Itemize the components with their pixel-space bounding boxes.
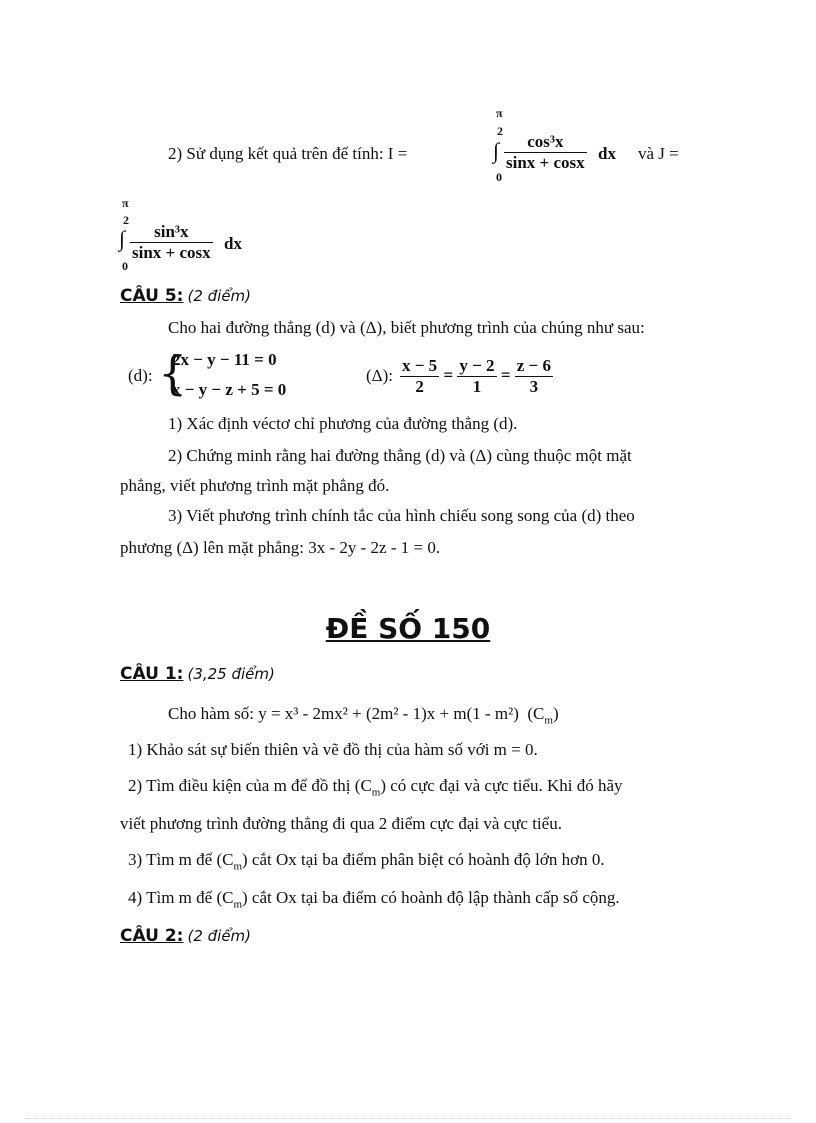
lower-limit-0: 0 — [496, 170, 502, 184]
cau1-q2-line2: viết phương trình đường thẳng đi qua 2 điểm cực đại và cực tiểu. — [120, 814, 562, 833]
cau1-heading: CÂU 1: — [120, 664, 184, 684]
function-tag-close: ) — [552, 704, 559, 723]
cau1-q3 — [128, 850, 605, 876]
integral-sign-icon: ∫ — [493, 138, 500, 163]
lower-limit-0-J: 0 — [122, 259, 128, 273]
exam-title: ĐỀ SỐ 150 — [325, 612, 491, 645]
q4-pre: 4) Tìm m để (C — [128, 888, 234, 907]
q3-sub: m — [233, 860, 243, 873]
cau2-header — [120, 926, 251, 946]
upper-limit-2: 2 — [497, 124, 503, 138]
frac3-den: 3 — [529, 377, 539, 396]
denominator-I: sinx + cosx — [506, 153, 585, 172]
d-label: (d): — [128, 366, 153, 385]
cau5-q3-line1: 3) Viết phương trình chính tắc của hình chiếu song song của (d) theo — [168, 506, 635, 525]
upper-limit-pi: π — [496, 106, 503, 120]
cau5-heading: CÂU 5: — [120, 286, 184, 306]
and-J-text: và J = — [638, 144, 679, 163]
function-tag-sub: m — [544, 714, 553, 727]
cau2-heading: CÂU 2: — [120, 926, 184, 946]
cau5-intro: Cho hai đường thẳng (d) và (Δ), biết phương trình của chúng như sau: — [168, 318, 645, 337]
question-2-text: 2) Sử dụng kết quả trên để tính: I = — [168, 144, 408, 163]
q2-sub: m — [371, 786, 381, 799]
function-text: Cho hàm số: y = x³ - 2mx² + (2m² - 1)x + m(1 - m²) — [168, 704, 519, 723]
q3-post: ) cắt Ox tại ba điểm phân biệt có hoành độ lớn hơn 0. — [242, 850, 605, 869]
page-footer-divider — [24, 1118, 792, 1119]
numerator-J: sin³x — [130, 222, 213, 243]
q4-post: ) cắt Ox tại ba điểm có hoành độ lập thành cấp số cộng. — [242, 888, 620, 907]
cau5-header — [120, 286, 251, 306]
equals-1: = — [443, 365, 454, 385]
frac3-num: z − 6 — [516, 356, 551, 375]
frac1-den: 2 — [415, 377, 424, 396]
integral-sign-J-icon: ∫ — [119, 226, 126, 251]
q2-post: ) có cực đại và cực tiểu. Khi đó hãy — [380, 776, 623, 795]
cau1-points: (3,25 điểm) — [187, 665, 275, 683]
frac1-num: x − 5 — [402, 356, 438, 375]
cau5-q3-line2: phương (Δ) lên mặt phẳng: 3x - 2y - 2z - 1 = 0. — [120, 538, 441, 557]
upper-limit-2-J: 2 — [123, 213, 129, 227]
d-equation-1: 2x − y − 11 = 0 — [172, 350, 277, 369]
cau1-q4 — [128, 888, 620, 914]
cau5-q1: 1) Xác định véctơ chỉ phương của đường thẳng (d). — [168, 414, 518, 433]
denominator-J: sinx + cosx — [132, 243, 211, 262]
upper-limit-pi-J: π — [122, 196, 129, 210]
numerator-I: cos³x — [504, 132, 587, 153]
delta-label: (Δ): — [366, 366, 393, 385]
q3-pre: 3) Tìm m để (C — [128, 850, 234, 869]
q4-sub: m — [233, 898, 243, 911]
frac2-den: 1 — [472, 377, 482, 396]
cau2-points: (2 điểm) — [187, 927, 252, 945]
q2-pre: 2) Tìm điều kiện của m để đồ thị (C — [128, 776, 372, 795]
cau1-q1: 1) Khảo sát sự biến thiên và vẽ đồ thị của hàm số với m = 0. — [128, 740, 538, 759]
function-tag: (C — [527, 704, 545, 723]
cau5-q2-line2: phẳng, viết phương trình mặt phẳng đó. — [120, 476, 390, 495]
dx-I: dx — [598, 144, 616, 163]
frac2-num: y − 2 — [459, 356, 495, 375]
d-equation-2: x − y − z + 5 = 0 — [172, 380, 287, 399]
system-brace-icon: { — [158, 346, 188, 400]
integrand-I — [504, 132, 587, 173]
cau1-header — [120, 664, 275, 684]
cau1-q2-line1 — [128, 776, 623, 802]
cau5-q2-line1: 2) Chứng minh rằng hai đường thẳng (d) và (Δ) cùng thuộc một mặt — [168, 446, 632, 465]
cau1-function — [168, 704, 559, 730]
equals-2: = — [500, 365, 511, 385]
delta-equation — [400, 356, 553, 397]
cau5-points: (2 điểm) — [187, 287, 252, 305]
dx-J: dx — [224, 234, 242, 253]
integrand-J — [130, 222, 213, 263]
